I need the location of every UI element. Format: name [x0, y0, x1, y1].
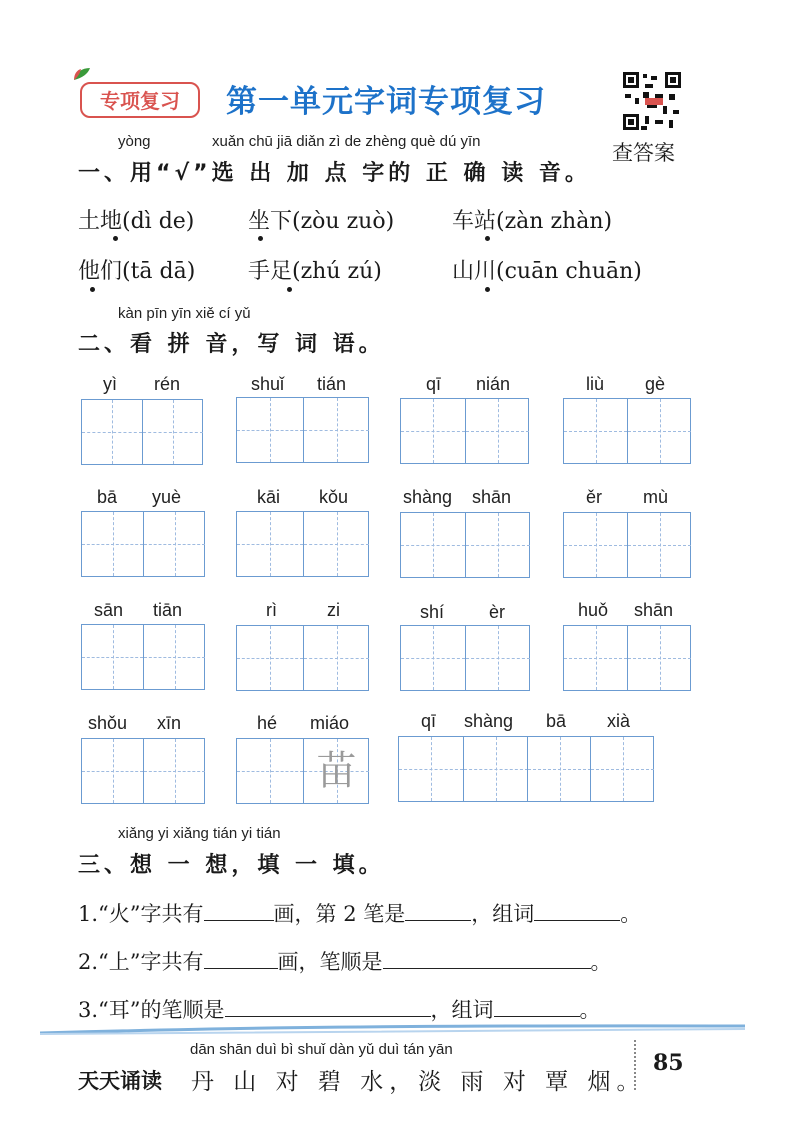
- reading-choice: 他们(tā dā): [78, 259, 196, 284]
- qr-code-icon[interactable]: [621, 70, 683, 132]
- pinyin-line: xuǎn chū jiā diǎn zì de zhèng què dú yīn: [212, 133, 481, 150]
- word-pinyin: shuǐ: [251, 374, 285, 394]
- word-pinyin: ěr: [586, 487, 603, 507]
- reading-choice: 车站(zàn zhàn): [452, 209, 613, 234]
- answer-blank[interactable]: [383, 967, 591, 969]
- reading-choice: 坐下(zòu zuò): [248, 209, 395, 234]
- answer-blank[interactable]: [225, 1015, 431, 1017]
- answer-blank[interactable]: [405, 919, 471, 921]
- writing-grid[interactable]: [398, 736, 654, 802]
- writing-grid[interactable]: [236, 625, 369, 691]
- word-pinyin: shān: [472, 487, 512, 507]
- word-pinyin: tián: [317, 374, 347, 394]
- word-pinyin: bā: [97, 487, 118, 507]
- word-pinyin: èr: [489, 602, 506, 622]
- word-pinyin: shǒu: [88, 713, 128, 733]
- footer-divider: [634, 1040, 636, 1090]
- sample-character: 苗: [316, 748, 357, 794]
- answer-blank[interactable]: [204, 919, 274, 921]
- word-pinyin: shàng: [464, 711, 514, 731]
- word-pinyin: liù: [586, 374, 605, 394]
- word-pinyin: sān: [94, 600, 124, 620]
- word-pinyin: kāi: [257, 487, 281, 507]
- word-pinyin: hé: [257, 713, 278, 733]
- pinyin-line: dān shān duì bì shuǐ dàn yǔ duì tán yān: [190, 1041, 453, 1058]
- emphasis-dot: [287, 287, 292, 292]
- writing-grid[interactable]: [400, 512, 530, 578]
- writing-grid[interactable]: [81, 399, 203, 465]
- pinyin-line: yòng: [118, 133, 151, 150]
- emphasis-dot: [258, 236, 263, 241]
- writing-grid[interactable]: [81, 624, 205, 690]
- question-3: 3.“耳”的笔顺是 ，组词 。: [78, 998, 601, 1022]
- writing-grid[interactable]: [400, 625, 530, 691]
- answer-blank[interactable]: [204, 967, 278, 969]
- word-pinyin: rén: [154, 374, 181, 394]
- section-heading-2: 二、看 拼 音，写 词 语。: [78, 332, 385, 357]
- word-pinyin: yuè: [152, 487, 182, 507]
- word-pinyin: xià: [607, 711, 631, 731]
- reading-choice: 手足(zhú zú): [248, 259, 382, 284]
- answer-blank[interactable]: [494, 1015, 580, 1017]
- emphasis-dot: [485, 287, 490, 292]
- writing-grid[interactable]: [563, 398, 691, 464]
- word-pinyin: shān: [634, 600, 674, 620]
- question-2: 2.“上”字共有 画，笔顺是 。: [78, 950, 612, 974]
- leaf-icon: [72, 66, 92, 82]
- pinyin-line: kàn pīn yīn xiě cí yǔ: [118, 305, 251, 322]
- writing-grid[interactable]: [236, 397, 369, 463]
- answer-blank[interactable]: [534, 919, 620, 921]
- word-pinyin: miáo: [310, 713, 350, 733]
- word-pinyin: qī: [426, 374, 442, 394]
- reading-choice: 土地(dì de): [78, 209, 195, 234]
- writing-grid[interactable]: [81, 738, 205, 804]
- word-pinyin: shí: [420, 602, 445, 622]
- pinyin-line: xiǎng yi xiǎng tián yi tián: [118, 825, 281, 842]
- section-heading-3: 三、想 一 想，填 一 填。: [78, 853, 385, 878]
- answer-lookup-label: 查答案: [612, 141, 675, 165]
- word-pinyin: huǒ: [578, 600, 609, 620]
- writing-grid[interactable]: [81, 511, 205, 577]
- word-pinyin: zi: [327, 600, 340, 620]
- emphasis-dot: [485, 236, 490, 241]
- writing-grid[interactable]: [400, 398, 529, 464]
- word-pinyin: rì: [266, 600, 277, 620]
- emphasis-dot: [113, 236, 118, 241]
- word-pinyin: gè: [645, 374, 666, 394]
- page-number: 85: [653, 1050, 684, 1076]
- writing-grid[interactable]: [236, 511, 369, 577]
- word-pinyin: nián: [476, 374, 511, 394]
- reading-choice: 山川(cuān chuān): [452, 259, 642, 284]
- word-pinyin: qī: [421, 711, 437, 731]
- question-1: 1.“火”字共有 画，第 2 笔是 ，组词 。: [78, 902, 642, 926]
- word-pinyin: xīn: [157, 713, 182, 733]
- daily-recitation-title: 天天诵读: [78, 1068, 162, 1093]
- section-heading-1: 一、用“√”选 出 加 点 字的 正 确 读 音。: [78, 161, 591, 186]
- word-pinyin: yì: [103, 374, 118, 394]
- word-pinyin: bā: [546, 711, 567, 731]
- recitation-text: 丹 山 对 碧 水，淡 雨 对 覃 烟。: [191, 1069, 646, 1095]
- word-pinyin: mù: [643, 487, 669, 507]
- word-pinyin: tiān: [153, 600, 183, 620]
- word-pinyin: kǒu: [319, 487, 349, 507]
- section-badge: 专项复习: [80, 82, 200, 118]
- word-pinyin: shàng: [403, 487, 453, 507]
- divider-wave: [40, 1023, 745, 1035]
- writing-grid[interactable]: [563, 625, 691, 691]
- writing-grid[interactable]: [563, 512, 691, 578]
- writing-grid[interactable]: [236, 738, 369, 804]
- emphasis-dot: [90, 287, 95, 292]
- page-title: 第一单元字词专项复习: [226, 84, 546, 120]
